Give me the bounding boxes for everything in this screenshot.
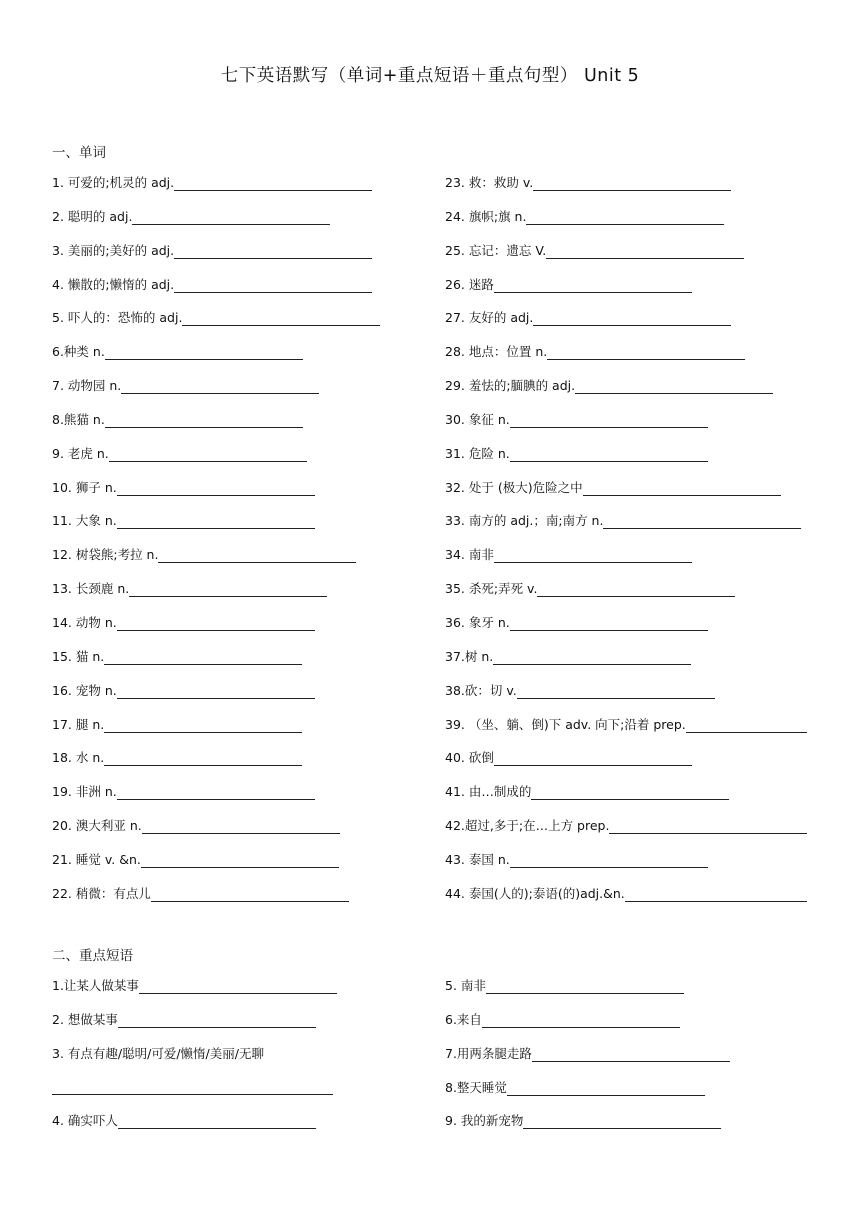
word-prompt: 36. 象牙 n. [445,614,510,630]
answer-blank[interactable] [533,311,731,326]
section-heading-phrases: 二、重点短语 [52,948,133,964]
phrase-item [445,1081,705,1096]
word-prompt: 31. 危险 n. [445,445,510,461]
word-item [52,819,422,853]
answer-blank[interactable] [510,853,708,868]
word-item [52,311,422,345]
word-item [52,244,422,278]
phrase-prompt: 5. 南非 [445,978,486,993]
answer-blank[interactable] [625,887,807,902]
answer-blank[interactable] [510,447,708,462]
word-item [445,210,815,244]
answer-blank[interactable] [575,379,773,394]
answer-blank[interactable] [486,979,684,994]
answer-blank[interactable] [494,278,692,293]
answer-blank[interactable] [603,514,801,529]
answer-blank[interactable] [517,684,715,699]
word-prompt: 34. 南非 [445,547,494,563]
word-item [52,345,422,379]
answer-blank[interactable] [510,616,708,631]
phrase-item [445,1047,730,1062]
answer-blank[interactable] [104,751,302,766]
answer-blank[interactable] [151,887,349,902]
word-item [445,345,815,379]
word-item [445,413,815,447]
answer-blank[interactable] [537,582,735,597]
word-prompt: 29. 羞怯的;腼腆的 adj. [445,378,576,394]
word-item [445,514,815,548]
words-column-left [52,176,422,921]
word-prompt: 43. 泰国 n. [445,851,510,867]
answer-blank[interactable] [117,684,315,699]
word-item [445,311,815,345]
word-prompt: 24. 旗帜;旗 n. [445,208,527,224]
word-item [52,379,422,413]
answer-blank[interactable] [105,413,303,428]
word-item [52,853,422,887]
word-prompt: 37.树 n. [445,648,494,664]
answer-blank[interactable] [686,718,807,733]
word-item [52,447,422,481]
phrase-prompt: 2. 想做某事 [52,1012,118,1027]
word-item [445,582,815,616]
word-item [445,819,815,853]
answer-blank[interactable] [132,210,330,225]
word-prompt: 11. 大象 n. [52,513,117,529]
answer-blank[interactable] [531,785,729,800]
phrase-prompt: 9. 我的新宠物 [445,1113,524,1128]
answer-blank[interactable] [482,1013,680,1028]
word-prompt: 25. 忘记：遗忘 V. [445,242,547,258]
word-item [52,210,422,244]
answer-blank[interactable] [533,176,731,191]
answer-blank[interactable] [117,481,315,496]
answer-blank[interactable] [493,650,691,665]
word-prompt: 26. 迷路 [445,276,494,292]
word-item [52,751,422,785]
word-item [52,582,422,616]
word-item [52,548,422,582]
phrase-item [52,979,337,994]
word-prompt: 4. 懒散的;懒惰的 adj. [52,276,175,292]
word-item [445,616,815,650]
word-item [445,718,815,752]
word-prompt: 5. 吓人的：恐怖的 adj. [52,310,183,326]
answer-blank[interactable] [523,1114,721,1129]
word-prompt: 9. 老虎 n. [52,445,109,461]
word-prompt: 17. 腿 n. [52,716,105,732]
word-prompt: 40. 砍倒 [445,750,494,766]
answer-blank[interactable] [139,979,337,994]
word-item [445,887,815,921]
answer-blank[interactable] [118,1114,316,1129]
word-prompt: 22. 稍微：有点儿 [52,885,151,901]
answer-blank[interactable] [52,1094,333,1095]
word-item [445,751,815,785]
answer-blank[interactable] [174,278,372,293]
word-item [52,887,422,921]
word-item [445,481,815,515]
word-prompt: 21. 睡觉 v. &n. [52,851,141,867]
word-prompt: 23. 救：救助 v. [445,175,534,190]
word-item [52,176,422,210]
words-column-right [445,176,815,921]
answer-blank[interactable] [121,379,319,394]
word-prompt: 10. 狮子 n. [52,479,117,495]
word-prompt: 35. 杀死;弄死 v. [445,581,538,597]
word-prompt: 42.超过,多于;在…上方 prep. [445,818,610,834]
word-prompt: 19. 非洲 n. [52,784,117,800]
answer-blank[interactable] [609,819,807,834]
word-prompt: 14. 动物 n. [52,614,117,630]
phrase-prompt: 4. 确实吓人 [52,1113,118,1128]
word-item [445,684,815,718]
answer-blank[interactable] [510,413,708,428]
word-prompt: 27. 友好的 adj. [445,310,534,326]
answer-blank[interactable] [182,311,380,326]
word-item [445,278,815,312]
word-item [445,379,815,413]
phrase-item [52,1047,264,1061]
phrase-item [52,1013,316,1028]
answer-blank[interactable] [104,718,302,733]
word-prompt: 8.熊猫 n. [52,411,105,427]
word-prompt: 16. 宠物 n. [52,682,117,698]
phrase-item [445,1013,680,1028]
word-prompt: 44. 泰国(人的);泰语(的)adj.&n. [445,885,625,901]
phrase-prompt: 3. 有点有趣/聪明/可爱/懒惰/美丽/无聊 [52,1046,264,1061]
answer-blank[interactable] [494,548,692,563]
word-item [445,176,815,210]
phrase-item [445,1114,721,1129]
section-heading-words: 一、单词 [52,145,106,161]
word-item [52,514,422,548]
word-prompt: 20. 澳大利亚 n. [52,818,142,834]
word-item [445,785,815,819]
answer-blank[interactable] [158,548,356,563]
answer-blank[interactable] [117,785,315,800]
word-item [52,684,422,718]
answer-blank[interactable] [507,1081,705,1096]
answer-blank[interactable] [141,853,339,868]
word-prompt: 18. 水 n. [52,750,105,766]
word-item [52,413,422,447]
answer-blank[interactable] [109,447,307,462]
phrase-prompt: 6.来自 [445,1012,482,1027]
word-item [52,718,422,752]
answer-blank[interactable] [494,751,692,766]
word-prompt: 6.种类 n. [52,344,105,360]
word-prompt: 32. 处于 (极大)危险之中 [445,479,583,495]
answer-blank[interactable] [547,345,745,360]
page-title: 七下英语默写（单词+重点短语＋重点句型） Unit 5 [220,66,640,86]
word-item [445,447,815,481]
word-item [52,650,422,684]
word-item [445,853,815,887]
word-prompt: 7. 动物园 n. [52,378,122,394]
phrase-item [52,1114,316,1129]
word-prompt: 12. 树袋熊;考拉 n. [52,547,159,563]
answer-blank[interactable] [546,244,744,259]
answer-blank[interactable] [117,616,315,631]
word-prompt: 33. 南方的 adj.；南;南方 n. [445,513,604,529]
phrase-prompt: 8.整天睡觉 [445,1080,507,1095]
word-item [445,244,815,278]
answer-blank[interactable] [174,176,372,191]
answer-blank[interactable] [117,514,315,529]
word-item [445,548,815,582]
word-prompt: 28. 地点：位置 n. [445,344,548,360]
word-prompt: 39. （坐、躺、倒)下 adv. 向下;沿着 prep. [445,716,686,732]
word-prompt: 38.砍：切 v. [445,682,517,698]
word-prompt: 3. 美丽的;美好的 adj. [52,242,175,258]
word-item [52,616,422,650]
answer-blank[interactable] [105,345,303,360]
phrase-prompt: 7.用两条腿走路 [445,1046,532,1061]
answer-blank[interactable] [118,1013,316,1028]
word-prompt: 41. 由…制成的 [445,784,532,800]
word-prompt: 1. 可爱的;机灵的 adj. [52,175,175,190]
word-prompt: 30. 象征 n. [445,411,510,427]
word-item [52,785,422,819]
word-item [52,278,422,312]
answer-blank[interactable] [129,582,327,597]
answer-blank[interactable] [174,244,372,259]
answer-blank[interactable] [104,650,302,665]
word-item [52,481,422,515]
word-prompt: 2. 聪明的 adj. [52,208,133,224]
word-item [445,650,815,684]
phrase-prompt: 1.让某人做某事 [52,978,139,993]
answer-blank[interactable] [532,1047,730,1062]
word-prompt: 13. 长颈鹿 n. [52,581,130,597]
answer-blank[interactable] [583,481,781,496]
answer-blank[interactable] [142,819,340,834]
phrase-item [445,979,684,994]
answer-blank[interactable] [526,210,724,225]
word-prompt: 15. 猫 n. [52,648,105,664]
